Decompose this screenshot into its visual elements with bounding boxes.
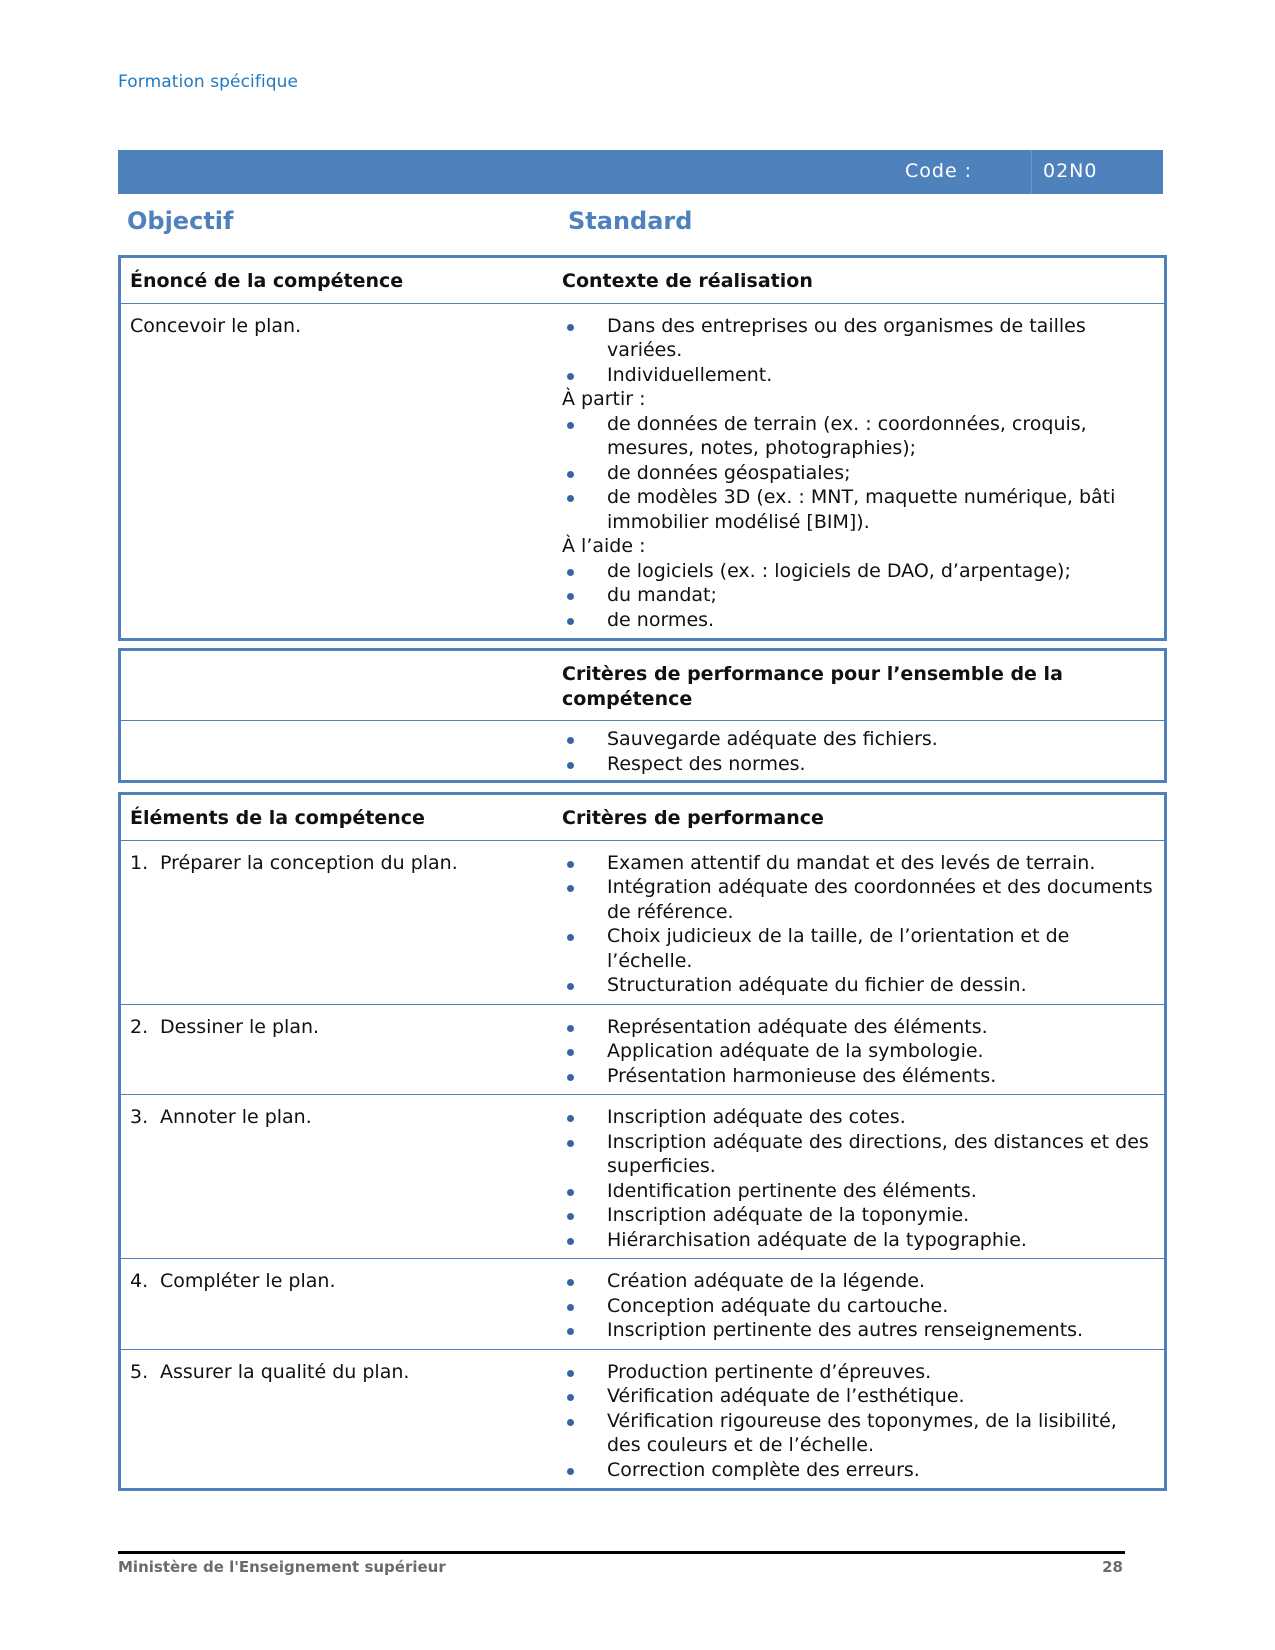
table-row <box>121 720 1164 780</box>
footer-rule <box>118 1551 1125 1554</box>
list-item: de données géospatiales; <box>562 461 1154 486</box>
list-item: Individuellement. <box>562 363 1154 388</box>
a-partir-list <box>562 412 1154 535</box>
list-item: Production pertinente d’épreuves. <box>562 1360 1154 1385</box>
element-label: 2. Dessiner le plan. <box>130 1015 320 1038</box>
list-item: Présentation harmonieuse des éléments. <box>562 1064 1154 1089</box>
list-item: Dans des entreprises ou des organismes de tailles variées. <box>562 314 1154 363</box>
list-item: de données de terrain (ex. : coordonnées, croquis, mesures, notes, photographies); <box>562 412 1154 461</box>
code-value: 02N0 <box>1043 160 1098 182</box>
code-banner <box>118 150 1163 194</box>
list-item: Hiérarchisation adéquate de la typographie. <box>562 1228 1154 1253</box>
elements-criteria-table <box>118 792 1167 1491</box>
list-item: Application adéquate de la symbologie. <box>562 1039 1154 1064</box>
elements-header: Éléments de la compétence <box>130 807 425 829</box>
page-number: 28 <box>1102 1558 1123 1576</box>
element-label: 1. Préparer la conception du plan. <box>130 851 458 874</box>
overall-criteria-list <box>562 727 1154 776</box>
statement-header: Énoncé de la compétence <box>130 270 404 292</box>
list-item: Vérification adéquate de l’esthétique. <box>562 1384 1154 1409</box>
element-label: 4. Compléter le plan. <box>130 1270 336 1292</box>
list-item: Examen attentif du mandat et des levés de terrain. <box>562 851 1154 876</box>
code-divider <box>1031 150 1032 194</box>
context-list <box>562 314 1154 388</box>
list-item: Structuration adéquate du fichier de dessin. <box>562 973 1154 998</box>
list-item: du mandat; <box>562 583 1154 608</box>
list-item: Inscription adéquate des cotes. <box>562 1105 1154 1130</box>
running-header-title: Formation spécifique <box>118 72 299 92</box>
table-header-row <box>121 651 1164 720</box>
element-criteria <box>562 1259 1164 1349</box>
list-item: Correction complète des erreurs. <box>562 1458 1154 1483</box>
competence-context-table <box>118 255 1167 641</box>
context-content <box>562 304 1164 639</box>
list-item: Choix judicieux de la taille, de l’orientation et de l’échelle. <box>562 924 1154 973</box>
table-row <box>121 840 1164 1004</box>
element-criteria <box>562 841 1164 1004</box>
list-item: de logiciels (ex. : logiciels de DAO, d’arpentage); <box>562 559 1154 584</box>
list-item: Création adéquate de la légende. <box>562 1269 1154 1294</box>
list-item: Identification pertinente des éléments. <box>562 1179 1154 1204</box>
criteria-header: Critères de performance <box>562 807 824 829</box>
list-item: Respect des normes. <box>562 752 1154 777</box>
list-item: Inscription pertinente des autres renseignements. <box>562 1318 1154 1343</box>
empty-cell <box>121 651 562 720</box>
table-row <box>121 1094 1164 1258</box>
element-label: 3. Annoter le plan. <box>130 1106 312 1128</box>
list-item: Conception adéquate du cartouche. <box>562 1294 1154 1319</box>
list-item: de modèles 3D (ex. : MNT, maquette numérique, bâti immobilier modélisé [BIM]). <box>562 485 1154 534</box>
element-criteria <box>562 1005 1164 1095</box>
element-label: 5. Assurer la qualité du plan. <box>130 1360 410 1383</box>
context-header: Contexte de réalisation <box>562 270 813 292</box>
code-label: Code : <box>905 160 973 182</box>
list-item: Représentation adéquate des éléments. <box>562 1015 1154 1040</box>
list-item: de normes. <box>562 608 1154 633</box>
overall-criteria-header: Critères de performance pour l’ensemble de la compétence <box>562 663 1063 710</box>
a-partir-label: À partir : <box>562 388 646 410</box>
overall-criteria-content <box>562 721 1164 780</box>
empty-cell <box>121 721 562 780</box>
aide-label: À l’aide : <box>562 535 646 557</box>
element-criteria <box>562 1095 1164 1258</box>
competence-statement: Concevoir le plan. <box>130 314 302 337</box>
list-item: Sauvegarde adéquate des fichiers. <box>562 727 1154 752</box>
list-item: Intégration adéquate des coordonnées et des documents de référence. <box>562 875 1154 924</box>
list-item: Inscription adéquate des directions, des distances et des superficies. <box>562 1130 1154 1179</box>
overall-criteria-table <box>118 648 1167 783</box>
table-row <box>121 1258 1164 1349</box>
table-row <box>121 1349 1164 1489</box>
table-header-row <box>121 258 1164 303</box>
list-item: Inscription adéquate de la toponymie. <box>562 1203 1154 1228</box>
element-criteria <box>562 1350 1164 1489</box>
standard-heading: Standard <box>568 207 693 235</box>
section-headings <box>127 207 1167 243</box>
table-header-row <box>121 795 1164 840</box>
table-row <box>121 303 1164 639</box>
objectif-heading: Objectif <box>127 207 234 235</box>
aide-list <box>562 559 1154 633</box>
footer-publisher: Ministère de l'Enseignement supérieur <box>118 1558 446 1576</box>
table-row <box>121 1004 1164 1095</box>
list-item: Vérification rigoureuse des toponymes, de la lisibilité, des couleurs et de l’échelle. <box>562 1409 1154 1458</box>
